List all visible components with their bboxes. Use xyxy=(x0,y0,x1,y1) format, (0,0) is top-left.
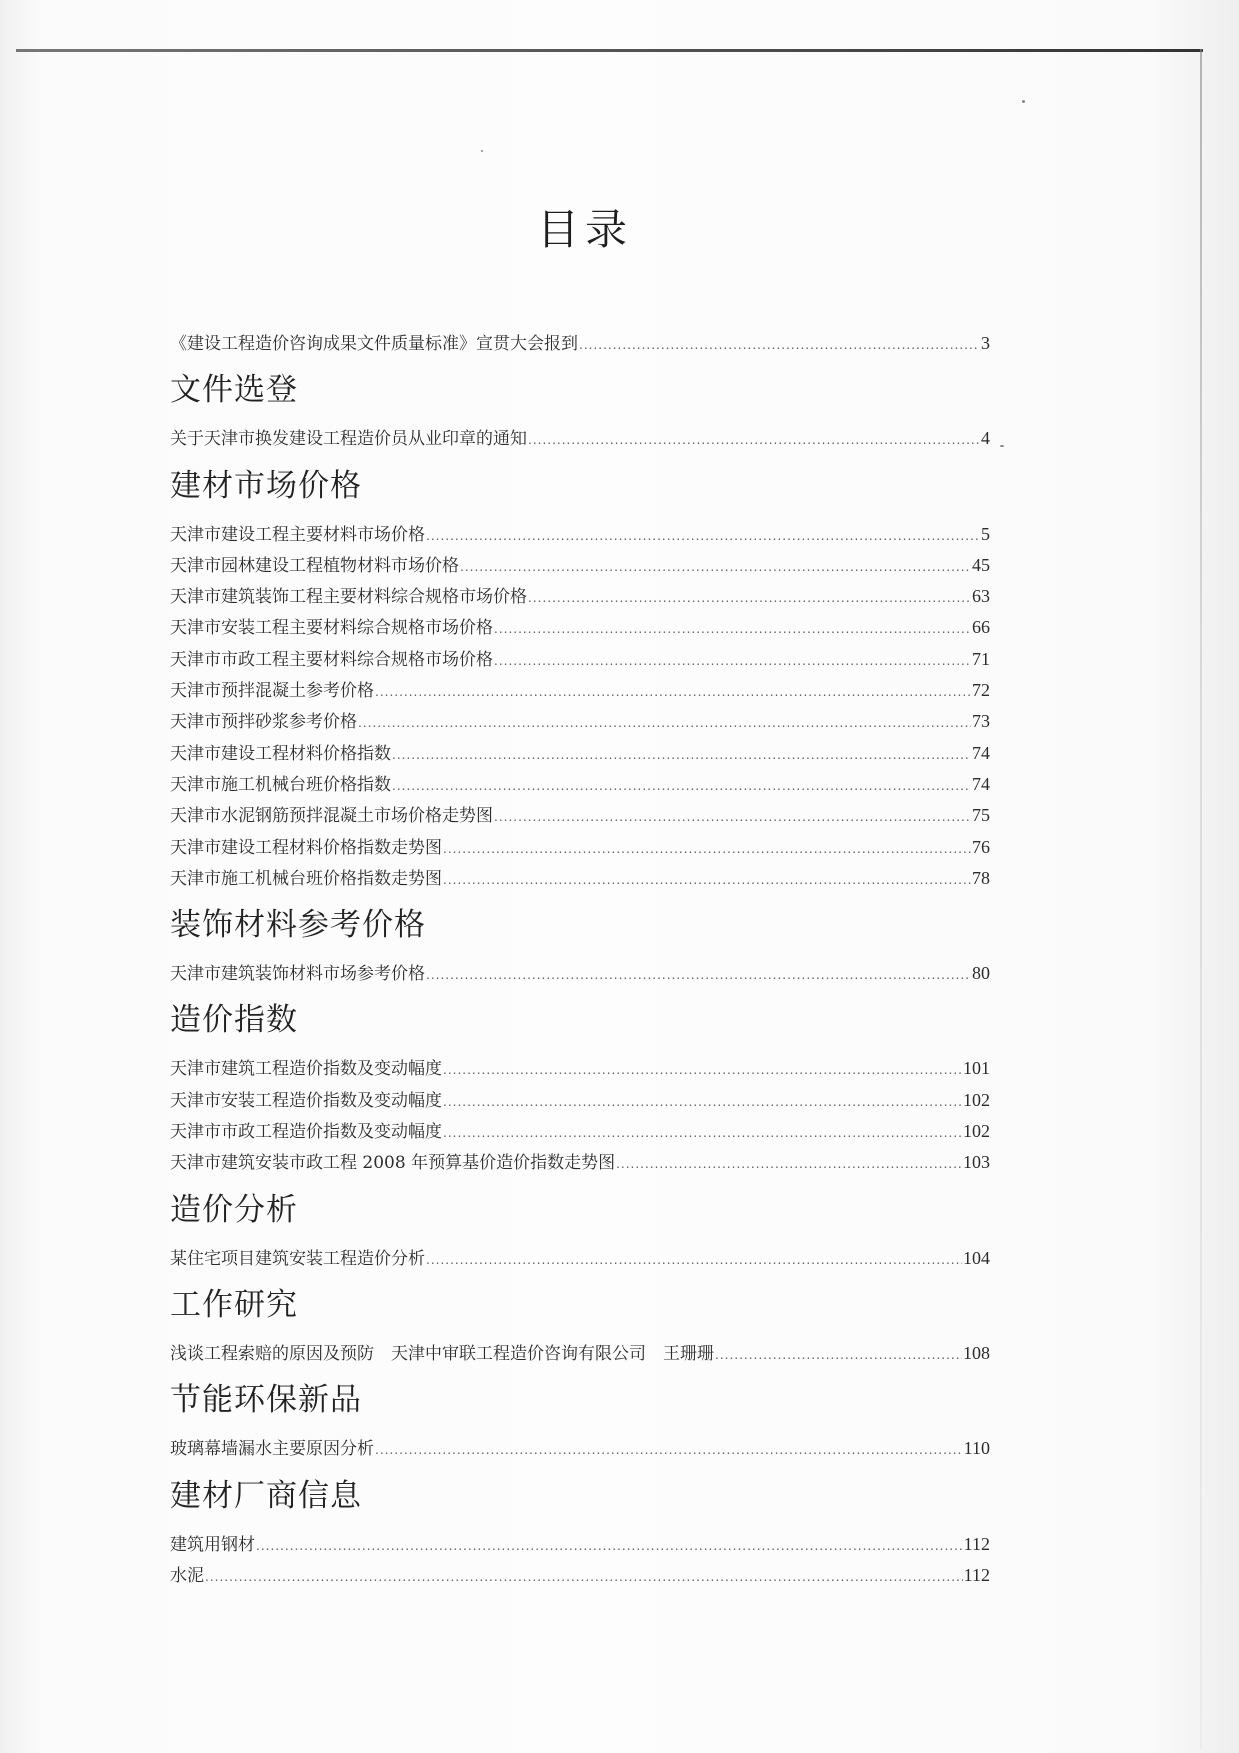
toc-page-number: 80 xyxy=(972,963,990,984)
section-heading: 装饰材料参考价格 xyxy=(170,907,426,944)
toc-page-number: 102 xyxy=(963,1089,990,1110)
toc-page-number: 102 xyxy=(963,1121,990,1142)
dot-leader xyxy=(392,740,971,771)
toc-page-number: 74 xyxy=(972,773,990,794)
toc-entry-label: 关于天津市换发建设工程造价员从业印章的通知 xyxy=(170,429,527,450)
toc-entry[interactable] xyxy=(170,612,990,643)
dot-leader xyxy=(375,1435,963,1466)
section-heading: 工作研究 xyxy=(170,1286,298,1323)
toc-entry[interactable] xyxy=(170,1147,990,1178)
section-heading: 文件选登 xyxy=(170,372,298,409)
toc-entry-label: 天津市建筑装饰工程主要材料综合规格市场价格 xyxy=(170,587,527,608)
toc-entry-label: 《建设工程造价咨询成果文件质量标准》宣贯大会报到 xyxy=(170,334,578,354)
toc-page-number: 5 xyxy=(981,523,990,544)
toc-entry[interactable] xyxy=(170,1433,990,1464)
toc-entry[interactable] xyxy=(170,863,990,894)
toc-entry[interactable] xyxy=(170,738,990,769)
toc-page-number: 73 xyxy=(972,711,990,732)
toc-entry[interactable] xyxy=(170,675,990,706)
dot-leader xyxy=(256,1531,963,1562)
toc-entry[interactable] xyxy=(170,644,990,675)
toc-page-number: 75 xyxy=(972,805,990,826)
toc-page-number: 72 xyxy=(972,680,990,701)
scan-speck xyxy=(1000,445,1004,447)
toc-page-number: 112 xyxy=(963,1564,990,1585)
toc-entry[interactable] xyxy=(170,1529,990,1560)
toc-page-number: 45 xyxy=(972,554,990,575)
toc-entry-label: 水泥 xyxy=(170,1565,204,1586)
toc-entry-label: 天津市施工机械台班价格指数走势图 xyxy=(170,868,442,889)
toc-entry-label: 玻璃幕墙漏水主要原因分析 xyxy=(170,1439,374,1460)
toc-entry-label: 天津市建筑装饰材料市场参考价格 xyxy=(170,964,425,985)
toc-page-number: 104 xyxy=(963,1247,990,1268)
section-heading: 造价分析 xyxy=(170,1191,298,1228)
toc-page-number: 4 xyxy=(981,428,990,449)
toc-entry-label: 天津市安装工程主要材料综合规格市场价格 xyxy=(170,618,493,639)
toc-entry[interactable] xyxy=(170,423,990,454)
toc-entry[interactable] xyxy=(170,706,990,737)
dot-leader xyxy=(528,583,971,614)
toc-entry-label: 浅谈工程索赔的原因及预防 天津中审联工程造价咨询有限公司 王珊珊 xyxy=(170,1343,714,1364)
table-of-contents xyxy=(170,328,990,1591)
toc-entry[interactable] xyxy=(170,1116,990,1147)
dot-leader xyxy=(392,771,971,802)
toc-page-number: 101 xyxy=(963,1058,990,1079)
scan-speck xyxy=(1022,100,1025,103)
dot-leader xyxy=(205,1562,963,1593)
dot-leader xyxy=(494,802,971,833)
toc-entry[interactable] xyxy=(170,550,990,581)
section-heading: 建材市场价格 xyxy=(170,467,362,504)
toc-entry-label: 天津市建筑安装市政工程 2008 年预算基价造价指数走势图 xyxy=(170,1153,616,1174)
toc-entry[interactable] xyxy=(170,832,990,863)
toc-entry[interactable] xyxy=(170,328,990,359)
toc-page-number: 74 xyxy=(972,742,990,763)
toc-page-number: 76 xyxy=(972,836,990,857)
toc-page-number: 110 xyxy=(963,1438,990,1459)
toc-entry-label: 天津市市政工程造价指数及变动幅度 xyxy=(170,1122,442,1143)
toc-entry[interactable] xyxy=(170,1243,990,1274)
dot-leader xyxy=(460,552,971,583)
toc-entry[interactable] xyxy=(170,800,990,831)
toc-page-number: 78 xyxy=(972,867,990,888)
toc-entry-label: 某住宅项目建筑安装工程造价分析 xyxy=(170,1248,425,1269)
dot-leader xyxy=(426,1245,962,1276)
toc-entry[interactable] xyxy=(170,769,990,800)
section-heading: 造价指数 xyxy=(170,1002,298,1039)
toc-entry-label: 天津市建设工程主要材料市场价格 xyxy=(170,524,425,545)
dot-leader xyxy=(494,614,971,645)
dot-leader xyxy=(528,425,979,456)
dot-leader xyxy=(426,521,979,552)
header-rule xyxy=(16,49,1203,52)
toc-entry-label: 天津市水泥钢筋预拌混凝土市场价格走势图 xyxy=(170,806,493,827)
dot-leader xyxy=(443,1118,962,1149)
toc-entry[interactable] xyxy=(170,581,990,612)
toc-entry[interactable] xyxy=(170,958,990,989)
dot-leader xyxy=(443,834,971,865)
toc-page-number: 3 xyxy=(981,333,990,353)
dot-leader xyxy=(443,1087,962,1118)
toc-entry-label: 天津市预拌砂浆参考价格 xyxy=(170,712,357,733)
dot-leader xyxy=(426,960,971,991)
toc-entry[interactable] xyxy=(170,519,990,550)
toc-entry-label: 天津市园林建设工程植物材料市场价格 xyxy=(170,555,459,576)
dot-leader xyxy=(358,708,971,739)
toc-entry-label: 天津市预拌混凝土参考价格 xyxy=(170,681,374,702)
dot-leader xyxy=(715,1340,962,1371)
toc-entry[interactable] xyxy=(170,1560,990,1591)
page-edge-shadow xyxy=(1200,49,1202,1749)
toc-page-number: 112 xyxy=(963,1533,990,1554)
dot-leader xyxy=(375,677,971,708)
dot-leader xyxy=(443,1055,962,1086)
dot-leader xyxy=(579,330,979,361)
toc-entry[interactable] xyxy=(170,1338,990,1369)
toc-page-number: 71 xyxy=(972,648,990,669)
toc-entry[interactable] xyxy=(170,1053,990,1084)
toc-entry-label: 天津市建设工程材料价格指数走势图 xyxy=(170,837,442,858)
toc-entry[interactable] xyxy=(170,1085,990,1116)
toc-page-number: 63 xyxy=(972,586,990,607)
toc-page-number: 108 xyxy=(963,1342,990,1363)
toc-entry-label: 建筑用钢材 xyxy=(170,1534,255,1555)
toc-entry-label: 天津市建筑工程造价指数及变动幅度 xyxy=(170,1059,442,1080)
dot-leader xyxy=(494,646,971,677)
toc-entry-label: 天津市市政工程主要材料综合规格市场价格 xyxy=(170,649,493,670)
section-heading: 建材厂商信息 xyxy=(170,1477,362,1514)
page-title: 目录 xyxy=(536,205,633,254)
dot-leader xyxy=(616,1149,962,1180)
toc-entry-label: 天津市建设工程材料价格指数 xyxy=(170,743,391,764)
scan-speck xyxy=(481,150,483,152)
toc-page-number: 66 xyxy=(972,617,990,638)
dot-leader xyxy=(443,865,971,896)
toc-entry-label: 天津市安装工程造价指数及变动幅度 xyxy=(170,1090,442,1111)
section-heading: 节能环保新品 xyxy=(170,1382,362,1419)
toc-entry-label: 天津市施工机械台班价格指数 xyxy=(170,774,391,795)
toc-page-number: 103 xyxy=(963,1152,990,1173)
